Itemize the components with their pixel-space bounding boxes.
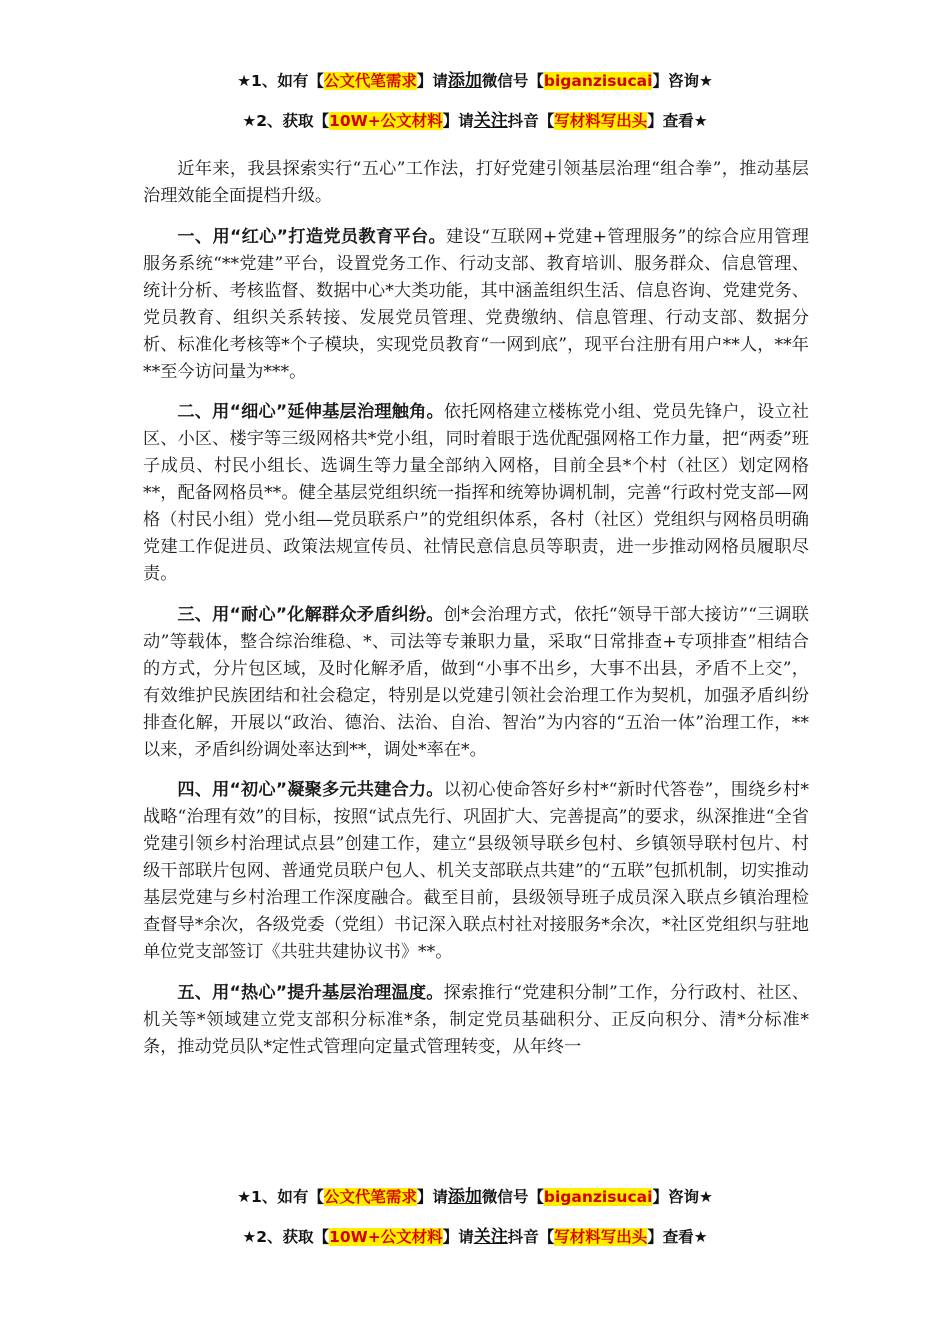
section-paragraph-5 (143, 980, 809, 1061)
ad-banner-line-2 (0, 110, 950, 132)
banner-text: 】请 (416, 1188, 448, 1206)
banner-text: ★1、如有【 (237, 1188, 324, 1206)
section-heading: 一、用“红心”打造党员教育平台。 (177, 226, 447, 247)
highlight-wechat-id: biganzisucai (543, 1188, 653, 1206)
highlight-ghostwriting: 公文代笔需求 (323, 72, 417, 90)
banner-text: 抖音【 (507, 1228, 555, 1246)
section-text: 探索推行“党建积分制”工作，分行政村、社区、机关等*领域建立党支部积分标准*条，制定党员基础积分、正反向积分、清*分标准*条，推动党员队*定性式管理向定量式管理转变，从年终一 (143, 982, 810, 1057)
banner-text: 】查看★ (647, 112, 708, 130)
banner-text: ★2、获取【 (242, 112, 330, 130)
highlight-materials: 10W+公文材料 (329, 112, 443, 130)
banner-text: 微信号【 (481, 1188, 544, 1206)
banner-text: 微信号【 (481, 72, 544, 90)
highlight-douyin-account: 写材料写出头 (554, 1228, 648, 1246)
section-paragraph-2 (143, 399, 809, 588)
highlight-wechat-id: biganzisucai (543, 72, 653, 90)
section-heading: 三、用“耐心”化解群众矛盾纠纷。 (177, 604, 444, 625)
ad-banner-footer-line-1 (0, 1186, 950, 1208)
section-text: 依托网格建立楼栋党小组、党员先锋户，设立社区、小区、楼宇等三级网格共*党小组，同时着眼于选优配强网格工作力量，把“两委”班子成员、村民小组长、选调生等力量全部纳入网格，目前全县*个村（社区）划定网格**，配备网格员**。健全基层党组织统一指挥和统筹协调机制，完善“行政村党支部—网格（村民小组）党小组—党员联系户”的党组织体系，各村（社区）党组织与网格员明确党建工作促进员、政策法规宣传员、社情民意信息员等职责，进一步推动网格员履职尽责。 (143, 402, 809, 584)
section-paragraph-3 (143, 602, 809, 764)
banner-text: 】请 (442, 112, 474, 130)
ad-banner-footer-line-2 (0, 1226, 950, 1248)
section-paragraph-1 (143, 224, 809, 386)
ad-banner-line-1 (0, 70, 950, 92)
section-heading: 四、用“初心”凝聚多元共建合力。 (177, 780, 444, 800)
banner-underlined: 添加 (447, 1187, 482, 1207)
banner-text: 】咨询★ (652, 72, 713, 90)
banner-text: ★2、获取【 (242, 1228, 330, 1246)
banner-text: 】咨询★ (652, 1188, 713, 1206)
banner-text: 】请 (442, 1228, 474, 1246)
banner-underlined: 关注 (473, 111, 508, 131)
banner-underlined: 添加 (447, 71, 482, 91)
section-text: 创*会治理方式，依托“领导干部大接访”“三调联动”等载体，整合综治维稳、*、司法等专兼职力量，采取“日常排查+专项排查”相结合的方式，分片包区域，及时化解矛盾，做到“小事不出乡，大事不出县，矛盾不上交”，有效维护民族团结和社会稳定，特别是以党建引领社会治理工作为契机，加强矛盾纠纷排查化解，开展以“政治、德治、法治、自治、智治”为内容的“五治一体”治理工作，**以来，矛盾纠纷调处率达到**，调处*率在*。 (143, 604, 809, 760)
highlight-materials: 10W+公文材料 (329, 1228, 443, 1246)
section-paragraph-4 (143, 777, 809, 966)
highlight-ghostwriting: 公文代笔需求 (323, 1188, 417, 1206)
banner-text: 抖音【 (507, 112, 555, 130)
banner-underlined: 关注 (473, 1227, 508, 1247)
document-body (143, 156, 809, 1074)
section-text: 建设“互联网+党建+管理服务”的综合应用管理服务系统“**党建”平台，设置党务工作、行动支部、教育培训、服务群众、信息管理、统计分析、考核监督、数据中心*大类功能，其中涵盖组织生活、信息咨询、党建党务、党员教育、组织关系转接、发展党员管理、党费缴纳、信息管理、行动支部、数据分析、标准化考核等*个子模块，实现党员教育“一网到底”，现平台注册有用户**人，**年**至今访问量为***。 (143, 226, 809, 382)
section-text: 以初心使命答好乡村*“新时代答卷”，围绕乡村*战略“治理有效”的目标，按照“试点先行、巩固扩大、完善提高”的要求，纵深推进“全省党建引领乡村治理试点县”创建工作，建立“县级领导联乡包村、乡镇领导联村包片、村级干部联片包网、普通党员联户包人、机关支部联点共建”的“五联”包抓机制，切实推动基层党建与乡村治理工作深度融合。截至目前，县级领导班子成员深入联点乡镇治理检查督导*余次，各级党委（党组）书记深入联点村社对接服务*余次，*社区党组织与驻地单位党支部签订《共驻共建协议书》**。 (143, 780, 810, 962)
banner-text: 】查看★ (647, 1228, 708, 1246)
highlight-douyin-account: 写材料写出头 (554, 112, 648, 130)
banner-text: ★1、如有【 (237, 72, 324, 90)
section-heading: 二、用“细心”延伸基层治理触角。 (177, 402, 444, 422)
intro-paragraph: 近年来，我县探索实行“五心”工作法，打好党建引领基层治理“组合拳”，推动基层治理效能全面提档升级。 (143, 159, 809, 206)
banner-text: 】请 (416, 72, 448, 90)
section-heading: 五、用“热心”提升基层治理温度。 (177, 982, 444, 1003)
